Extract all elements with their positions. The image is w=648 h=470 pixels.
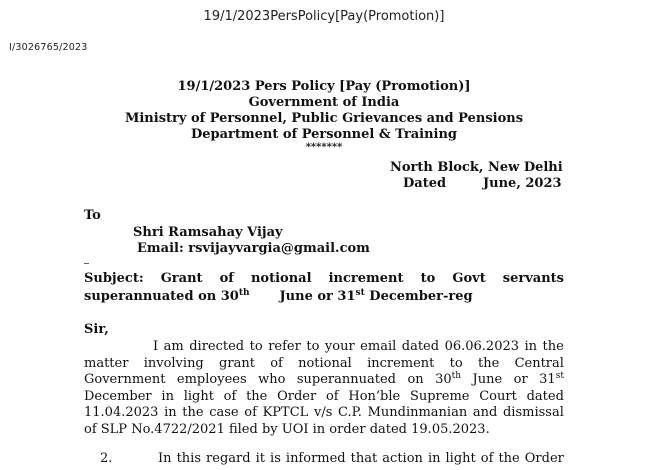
word [539,372,564,389]
word: employees [176,372,247,387]
subject-word: servants [502,271,564,286]
word: June [472,372,503,387]
word: of [325,388,339,404]
ordinal-suffix: th [238,288,250,298]
word: the [182,405,204,420]
word: Hon’ble [348,388,401,404]
word: 11.04.2023 [84,405,159,420]
word: the [246,388,268,404]
word: dated [401,339,440,354]
word: superannuated [296,372,397,387]
subject-word: Grant [160,271,203,286]
word: matter [84,355,129,371]
paragraph-line [84,422,564,439]
word: your [324,339,355,354]
word: Supreme [409,388,470,404]
subject-word: increment [328,271,404,286]
word: Order [277,388,317,404]
paragraph-line [84,356,564,373]
paragraph-2 [84,451,564,468]
word: grant [219,355,255,371]
word: dated [526,388,564,404]
ministry-name: Ministry of Personnel, Public Grievances and Pensions [124,111,524,126]
subject-word: Govt [452,271,486,286]
paragraph-number: 2. [100,451,113,466]
word: informed [285,451,346,466]
stray-mark [84,263,89,264]
word: in [164,405,177,420]
word: of [223,388,237,404]
word: Court [479,388,517,404]
ordinal-suffix: th [451,371,462,381]
dated-label: Dated [403,176,447,191]
letter-reference: 19/1/2023 Pers Policy [Pay (Promotion)] [177,79,471,94]
word: KPTCL [262,405,309,420]
word: am [163,339,184,354]
file-number: I/3026765/2023 [9,42,88,53]
word: light [445,451,476,466]
ordinal-suffix: st [355,288,365,298]
word: that [350,451,378,466]
ordinal-number: 30 [435,372,452,387]
word: to [249,339,263,354]
word: email [360,339,397,354]
word: Mundinmanian [367,405,468,420]
government-name: Government of India [248,95,400,110]
word: to [449,355,463,371]
subject-word: to [420,271,436,286]
word: action [382,451,423,466]
ordinal-suffix: st [555,371,564,381]
word: is [270,451,281,466]
word: or [513,372,528,387]
word: this [176,451,202,466]
subject-text: December-reg [364,289,473,304]
subject-word: notional [250,271,312,286]
word: of [270,355,283,371]
paragraph-line [84,389,564,406]
dated-value: June, 2023 [483,176,562,191]
word [435,372,461,389]
word: Government [84,372,166,387]
place: North Block, New Delhi [390,160,563,175]
word: in [524,339,538,354]
word: case [209,405,239,420]
word: in [161,388,174,404]
subject-label: Subject: [84,271,144,286]
subject-text: June or 31 [279,289,356,304]
word: and [472,405,498,420]
word: In [158,451,172,466]
subject-line-2 [84,289,473,304]
word: notional [298,355,352,371]
paragraph-text: of SLP No.4722/2021 filed by UOI in order dated 19.05.2023. [84,421,490,437]
running-title: 19/1/2023PersPolicy[Pay(Promotion)] [203,9,445,24]
word: directed [189,339,245,354]
word: in [427,451,441,466]
subject-word: of [219,271,234,286]
subject-text: superannuated on 30 [84,289,239,304]
header-separator: ******* [305,142,343,153]
word: C.P. [338,405,362,420]
word: refer [268,339,301,354]
word: Central [514,355,564,371]
word: it [255,451,265,466]
word: light [183,388,214,404]
paragraph-line [84,405,564,422]
word: the [498,451,520,466]
word: on [407,372,424,387]
word: who [258,372,286,387]
word: dismissal [502,405,564,420]
word: December [84,388,152,404]
word: the [542,339,564,354]
department-name: Department of Personnel & Training [190,127,458,142]
subject-line-1 [84,271,564,286]
word: 06.06.2023 [444,339,520,354]
ordinal-number: 31 [539,372,556,387]
salutation: Sir, [84,322,109,337]
word: involving [143,355,204,371]
word: of [480,451,494,466]
addressee-email: Email: rsvijayvargia@gmail.com [137,241,370,256]
word: v/s [313,405,333,420]
word: of [244,405,257,420]
paragraph-line [84,451,564,468]
word: Order [524,451,564,466]
word: to [306,339,320,354]
paragraph-line [84,372,564,389]
to-label: To [84,208,101,223]
word: regard [206,451,251,466]
paragraph-1 [84,339,564,438]
paragraph-line [84,339,564,356]
word: I [153,339,159,354]
word: the [478,355,500,371]
word: increment [367,355,435,371]
addressee-name: Shri Ramsahay Vijay [133,225,283,240]
